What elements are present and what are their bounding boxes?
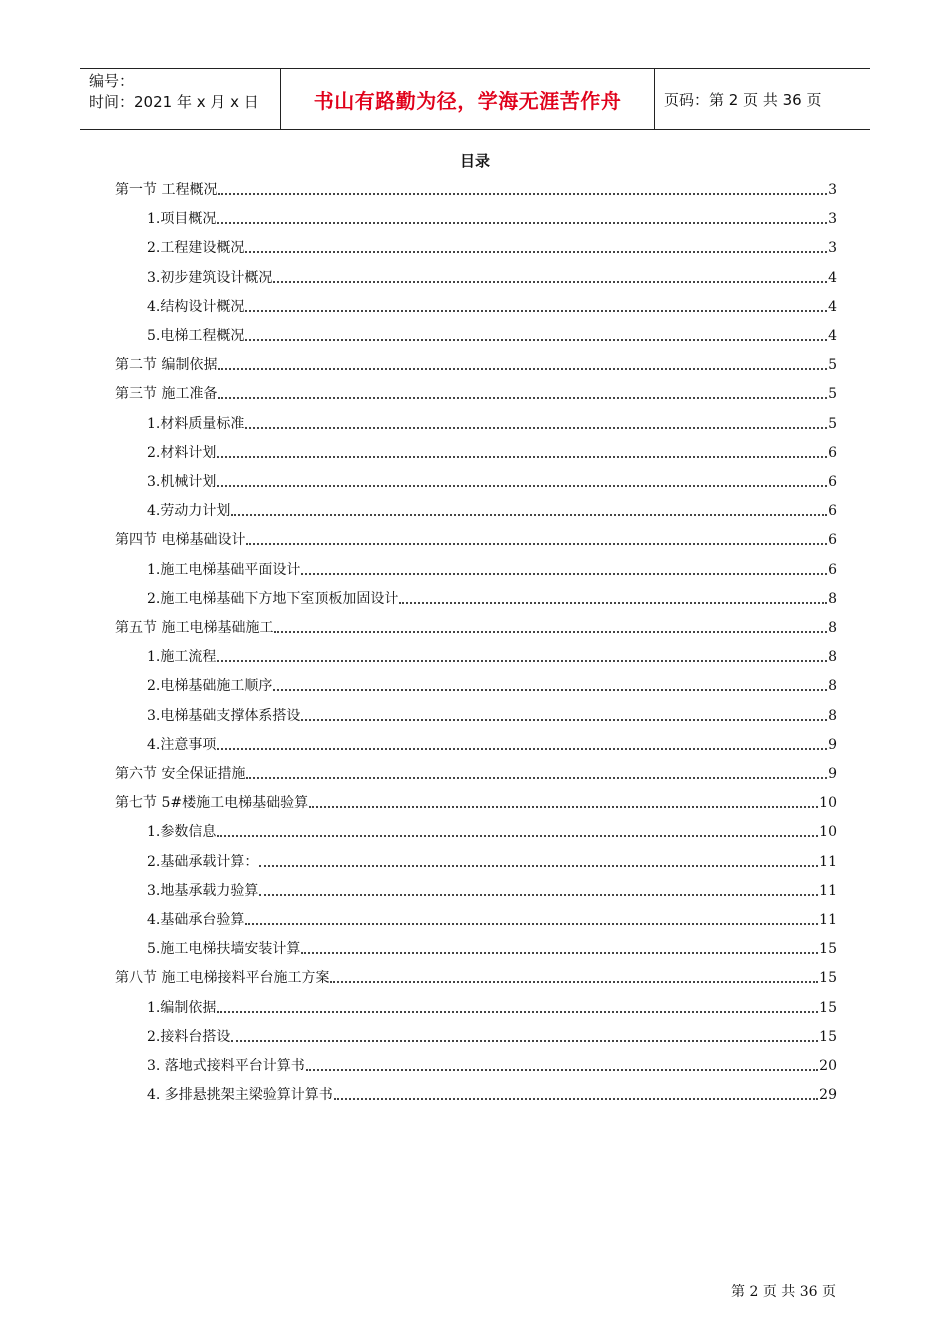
toc-entry-title: 2.接料台搭设 [147, 1029, 231, 1045]
toc-entry-title: 2.施工电梯基础下方地下室顶板加固设计 [147, 591, 399, 607]
toc-leader-dots [217, 1011, 818, 1013]
toc-leader-dots [231, 514, 827, 516]
toc-entry[interactable] [147, 1083, 837, 1105]
toc-entry-page: 10 [819, 824, 837, 840]
toc-entry-page: 8 [828, 620, 837, 636]
toc-entry-page: 9 [828, 737, 837, 753]
toc-entry-title: 第八节 施工电梯接料平台施工方案 [115, 970, 330, 986]
toc-entry-title: 1.施工电梯基础平面设计 [147, 562, 301, 578]
toc-entry[interactable] [147, 499, 837, 521]
toc-entry-title: 1.材料质量标准 [147, 416, 245, 432]
toc-entry[interactable] [147, 324, 837, 346]
toc-entry-page: 29 [819, 1087, 837, 1103]
toc-entry[interactable] [115, 353, 837, 375]
toc-entry-title: 第四节 电梯基础设计 [115, 532, 246, 548]
footer-page-info: 第 2 页 共 36 页 [731, 1284, 836, 1300]
toc-leader-dots [399, 602, 827, 604]
toc-entry-page: 4 [828, 299, 837, 315]
toc-leader-dots [246, 543, 827, 545]
toc-entry[interactable] [147, 937, 837, 959]
toc-entry-page: 20 [819, 1058, 837, 1074]
toc-entry-title: 1.参数信息 [147, 824, 217, 840]
toc-leader-dots [217, 748, 827, 750]
toc-entry[interactable] [147, 587, 837, 609]
toc-entry[interactable] [115, 966, 837, 988]
toc-entry-page: 5 [828, 357, 837, 373]
toc-leader-dots [301, 719, 827, 721]
toc-leader-dots [245, 339, 827, 341]
toc-entry[interactable] [147, 470, 837, 492]
toc-entry-title: 2.材料计划 [147, 445, 217, 461]
toc-entry[interactable] [147, 820, 837, 842]
toc-leader-dots [301, 952, 818, 954]
toc-entry-page: 8 [828, 649, 837, 665]
toc-entry[interactable] [147, 674, 837, 696]
toc-leader-dots [245, 923, 818, 925]
toc-entry-page: 11 [819, 883, 837, 899]
toc-leader-dots [245, 251, 827, 253]
toc-entry[interactable] [147, 558, 837, 580]
toc-leader-dots [309, 806, 818, 808]
toc-entry-page: 4 [828, 328, 837, 344]
toc-entry-page: 9 [828, 766, 837, 782]
toc-leader-dots [301, 573, 827, 575]
toc-leader-dots [306, 1069, 818, 1071]
toc-leader-dots [217, 222, 827, 224]
toc-entry-page: 4 [828, 270, 837, 286]
toc-leader-dots [218, 397, 827, 399]
toc-entry-title: 1.施工流程 [147, 649, 217, 665]
toc-entry-page: 6 [828, 503, 837, 519]
toc-entry-title: 3.初步建筑设计概况 [147, 270, 273, 286]
toc-entry[interactable] [147, 704, 837, 726]
toc-leader-dots [231, 1040, 818, 1042]
toc-entry-page: 3 [828, 182, 837, 198]
toc-leader-dots [274, 631, 827, 633]
toc-leader-dots [218, 368, 827, 370]
toc-entry-page: 6 [828, 474, 837, 490]
header-meta-cell [80, 69, 281, 129]
toc-entry[interactable] [147, 412, 837, 434]
toc-entry-page: 15 [819, 970, 837, 986]
toc-leader-dots [217, 456, 827, 458]
toc-entry[interactable] [147, 207, 837, 229]
toc-entry-title: 3.机械计划 [147, 474, 217, 490]
toc-leader-dots [330, 981, 818, 983]
toc-entry-page: 6 [828, 445, 837, 461]
toc-entry[interactable] [115, 178, 837, 200]
toc-entry-title: 第二节 编制依据 [115, 357, 218, 373]
toc-entry-page: 8 [828, 678, 837, 694]
header-page-info: 页码：第 2 页 共 36 页 [664, 90, 822, 109]
toc-entry[interactable] [147, 879, 837, 901]
toc-entry-page: 11 [819, 854, 837, 870]
toc-entry-page: 15 [819, 941, 837, 957]
toc-entry-title: 2.电梯基础施工顺序 [147, 678, 273, 694]
toc-entry-page: 8 [828, 591, 837, 607]
toc-entry-title: 3.地基承载力验算 [147, 883, 259, 899]
toc-entry[interactable] [147, 236, 837, 258]
toc-entry[interactable] [115, 791, 837, 813]
toc-entry-title: 1.项目概况 [147, 211, 217, 227]
toc-entry-title: 2.基础承载计算： [147, 854, 259, 870]
toc-leader-dots [217, 835, 818, 837]
toc-entry-title: 第一节 工程概况 [115, 182, 218, 198]
toc-entry-page: 6 [828, 562, 837, 578]
toc-entry-title: 1.编制依据 [147, 1000, 217, 1016]
toc-leader-dots [217, 485, 827, 487]
toc-entry[interactable] [147, 1054, 837, 1076]
toc-entry-page: 15 [819, 1029, 837, 1045]
toc-entry-title: 第三节 施工准备 [115, 386, 218, 402]
toc-entry-title: 4.注意事项 [147, 737, 217, 753]
toc-entry[interactable] [147, 441, 837, 463]
toc-entry[interactable] [115, 616, 837, 638]
toc-entry-page: 8 [828, 708, 837, 724]
toc-leader-dots [245, 427, 827, 429]
toc-entry[interactable] [147, 645, 837, 667]
toc-entry-page: 5 [828, 416, 837, 432]
toc-leader-dots [218, 193, 827, 195]
toc-entry-title: 4.基础承台验算 [147, 912, 245, 928]
toc-entry[interactable] [147, 1025, 837, 1047]
toc-entry[interactable] [147, 733, 837, 755]
toc-leader-dots [259, 865, 818, 867]
toc-entry-title: 5.施工电梯扶墙安装计算 [147, 941, 301, 957]
toc-entry-title: 4.劳动力计划 [147, 503, 231, 519]
toc-entry[interactable] [115, 382, 837, 404]
toc-entry-title: 5.电梯工程概况 [147, 328, 245, 344]
toc-leader-dots [217, 660, 827, 662]
toc-leader-dots [273, 281, 827, 283]
toc-entry-title: 4.结构设计概况 [147, 299, 245, 315]
toc-entry-title: 4. 多排悬挑架主梁验算计算书 [147, 1087, 333, 1103]
toc-entry-title: 2.工程建设概况 [147, 240, 245, 256]
toc-entry[interactable] [147, 908, 837, 930]
header-page-cell [655, 69, 870, 129]
toc-leader-dots [259, 894, 818, 896]
toc-entry-title: 第六节 安全保证措施 [115, 766, 246, 782]
toc-entry-page: 3 [828, 211, 837, 227]
toc-entry[interactable] [115, 762, 837, 784]
toc-entry-page: 11 [819, 912, 837, 928]
toc-leader-dots [246, 777, 827, 779]
header-motto-cell [281, 69, 655, 129]
header-motto: 书山有路勤为径，学海无涯苦作舟 [313, 88, 622, 113]
page-header [80, 68, 870, 130]
toc-leader-dots [334, 1098, 818, 1100]
toc-entry-title: 第七节 5#楼施工电梯基础验算 [115, 795, 309, 811]
toc-entry[interactable] [147, 996, 837, 1018]
toc-entry[interactable] [147, 266, 837, 288]
toc-entry-page: 6 [828, 532, 837, 548]
toc-leader-dots [245, 310, 827, 312]
toc-entry-title: 3.电梯基础支撑体系搭设 [147, 708, 301, 724]
document-number-label: 编号： [89, 72, 135, 90]
document-time-label: 时间：2021 年 x 月 x 日 [89, 93, 259, 111]
toc-entry-title: 3. 落地式接料平台计算书 [147, 1058, 305, 1074]
toc-leader-dots [273, 689, 827, 691]
toc-entry[interactable] [147, 850, 837, 872]
toc-entry[interactable] [115, 528, 837, 550]
toc-entry-page: 5 [828, 386, 837, 402]
toc-entry-title: 第五节 施工电梯基础施工 [115, 620, 274, 636]
toc-entry[interactable] [147, 295, 837, 317]
toc-title: 目录 [459, 152, 490, 170]
toc-entry-page: 3 [828, 240, 837, 256]
toc-entry-page: 10 [819, 795, 837, 811]
toc-entry-page: 15 [819, 1000, 837, 1016]
